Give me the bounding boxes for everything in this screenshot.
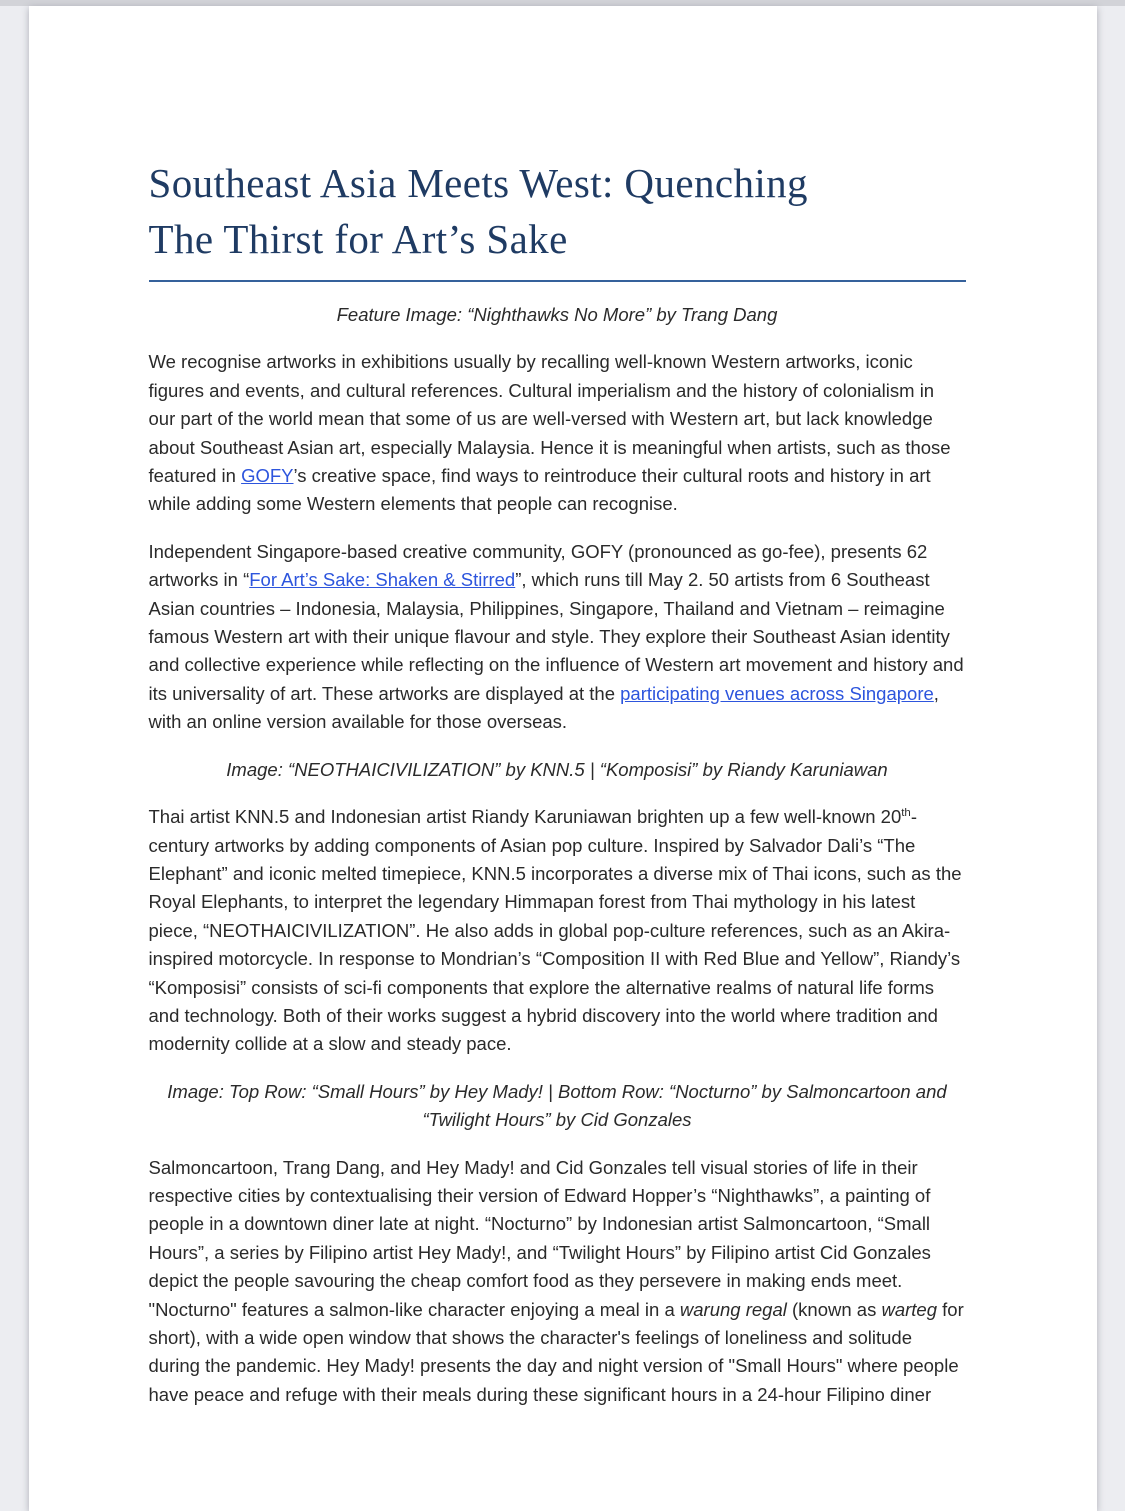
text-run: We recognise artworks in exhibitions usually by recalling well-known Western artworks, iconic figures and events, and cultural references. Cultural imperialism and the history of colonialism in our part of the world mean that some of us are well-versed with Western art, but lack knowledge about Southeast Asian art, especially Malaysia. Hence it is meaningful when artists, such as those featured in [148,351,951,487]
paragraph-2 [149,538,966,737]
document-page [29,6,1097,1511]
text-run: Salmoncartoon, Trang Dang, and Hey Mady! and Cid Gonzales tell visual stories of life in their respective cities by contextualising their version of Edward Hopper’s “Nighthawks”, a painting of people in a downtown diner late at night. “Nocturno” by Indonesian artist Salmoncartoon, “Small Hours”, a series by Filipino artist Hey Mady!, and “Twilight Hours” by Filipino artist Cid Gonzales depict the people savouring the cheap comfort food as they persevere in making ends meet. "Nocturno" features a salmon-like character enjoying a meal in a [148,1156,931,1320]
text-run: Image: “NEOTHAICIVILIZATION” by KNN.5 | “Komposisi” by Riandy Karuniawan [226,758,888,780]
participating-venues-link[interactable]: participating venues across Singapore [620,682,934,704]
text-run: Image: Top Row: “Small Hours” by Hey Mady! | Bottom Row: “Nocturno” by Salmoncartoon and “Twilight Hours” by Cid Gonzales [167,1080,947,1131]
text-run: for short), with a wide open window that shows the character's feelings of loneliness and solitude during the pandemic. Hey Mady! presents the day and night version of "Small Hours" where people have peace and refuge with their meals during these significant hours in a 24-hour Filipino diner [148,1298,964,1405]
title-rule [149,280,966,282]
paragraph-1 [149,348,966,518]
superscript-th: th [901,806,911,819]
text-run: , with an online version available for those overseas. [148,682,939,733]
text-run: Feature Image: “Nighthawks No More” by Trang Dang [336,304,778,325]
text-run: Thai artist KNN.5 and Indonesian artist Riandy Karuniawan brighten up a few well-known 20 [148,806,902,828]
image-caption-neothaicivilization [149,756,966,784]
text-run: ”, which runs till May 2. 50 artists from 6 Southeast Asian countries – Indonesia, Malaysia, Philippines, Singapore, Thailand and Vietnam – reimagine famous Western art with their unique flavour and style. They explore their Southeast Asian identity and collective experience while reflecting on the influence of Western art movement and history and its universality of art. These artworks are displayed at the [148,569,964,704]
text-run: (known as [786,1298,882,1320]
feature-image-caption [149,301,966,329]
gofy-link[interactable]: GOFY [241,465,294,487]
image-caption-small-hours [149,1078,966,1135]
paragraph-4 [149,1154,966,1410]
document-body [149,301,966,1409]
text-run: -century artworks by adding components of Asian pop culture. Inspired by Salvador Dali’s “The Elephant” and iconic melted timepiece, KNN.5 incorporates a diverse mix of Thai icons, such as the Royal Elephants, to interpret the legendary Himmapan forest from Thai mythology in his latest piece, “NEOTHAICIVILIZATION”. He also adds in global pop-culture references, such as an Akira-inspired motorcycle. In response to Mondrian’s “Composition II with Red Blue and Yellow”, Riandy’s “Komposisi” consists of sci-fi components that explore the alternative realms of natural life forms and technology. Both of their works suggest a hybrid discovery into the world where tradition and modernity collide at a slow and steady pace. [148,806,962,1055]
warteg-italic: warteg [881,1298,937,1320]
warung-regal-italic: warung regal [679,1298,787,1320]
page-title [149,155,966,267]
paragraph-3 [149,803,966,1059]
page-title-line-1: Southeast Asia Meets West: Quenching [148,160,808,206]
for-arts-sake-link[interactable]: For Art’s Sake: Shaken & Stirred [249,569,516,591]
page-title-line-2: The Thirst for Art’s Sake [148,216,568,262]
text-run: ’s creative space, find ways to reintroduce their cultural roots and history in art while adding some Western elements that people can recognise. [148,465,931,515]
text-run: Independent Singapore-based creative community, GOFY (pronounced as go-fee), presents 62 artworks in “ [148,540,928,591]
